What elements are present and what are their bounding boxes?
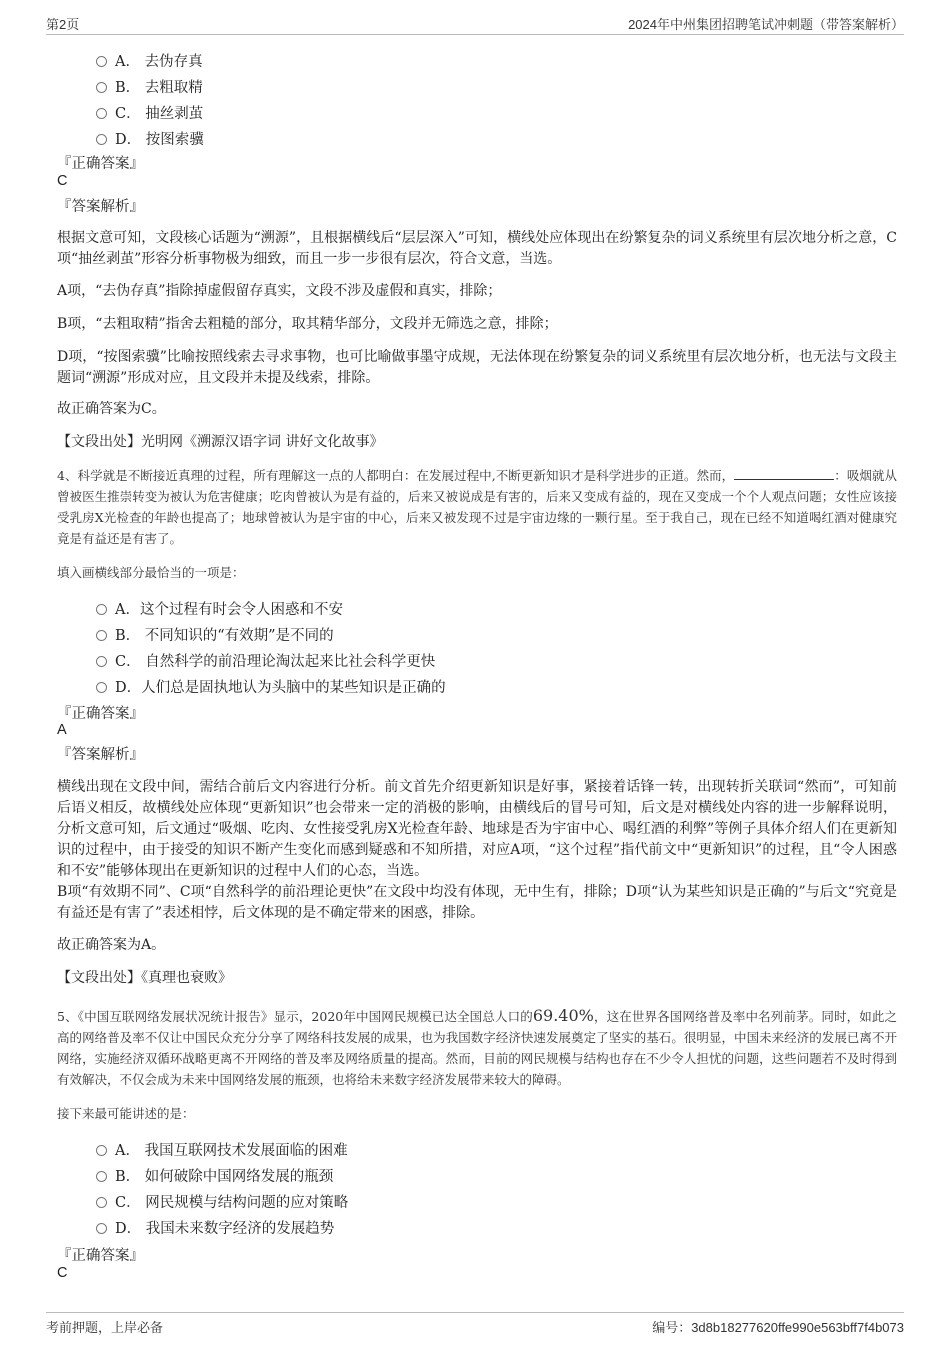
q4-source: 【文段出处】《真理也衰败》 (57, 970, 232, 986)
q5-option-d[interactable]: D． 我国未来数字经济的发展趋势 (96, 1217, 334, 1238)
fill-blank (734, 467, 834, 480)
q4-analysis-paragraph: 横线出现在文段中间，需结合前后文内容进行分析。前文首先介绍更新知识是好事，紧接着话锋一转，出现转折关联词“然而”，可知前后语义相反，故横线处应体现“更新知识”也会带来一定的消极的影响，由横线后的冒号可知，后文是对横线处内容的进一步解释说明，分析文意可知，后文通过“吸烟、吃肉、女性接受乳房X光检查年龄、地球是否为宇宙中心、喝红酒的利弊”等例子具体介绍人们在更新知识的过程中，由于接受的知识不断产生变化而感到疑惑和不知所措，对应A项，“这个过程”指代前文中“更新知识”的过程，且“令人困惑和不安”能够体现出在更新知识的过程中人们的心态，当选。 (57, 779, 897, 879)
q3-analysis-paragraph: A项，“去伪存真”指除掉虚假留存真实，文段不涉及虚假和真实，排除； (57, 283, 502, 299)
radio-icon[interactable] (96, 56, 107, 67)
radio-icon[interactable] (96, 656, 107, 667)
q4-option-b[interactable]: B． 不同知识的“有效期”是不同的 (96, 624, 334, 645)
q4-prompt: 填入画横线部分最恰当的一项是： (57, 565, 245, 580)
percentage: 69.40% (532, 1006, 594, 1025)
q3-analysis-paragraph: 根据文意可知，文段核心话题为“溯源”，且根据横线后“层层深入”可知，横线处应体现出在纷繁复杂的词义系统里有层次地分析之意，C项“抽丝剥茧”形容分析事物极为细致，而且一步一步很有层次，符合文意，当选。 (57, 230, 897, 267)
q4-analysis-label: 『答案解析』 (57, 747, 144, 763)
q5-option-b[interactable]: B． 如何破除中国网络发展的瓶颈 (96, 1165, 333, 1186)
q5-prompt: 接下来最可能讲述的是： (57, 1106, 195, 1121)
q4-answer-label: 『正确答案』 (57, 706, 144, 722)
q4-option-d[interactable]: D．人们总是固执地认为头脑中的某些知识是正确的 (96, 676, 446, 697)
radio-icon[interactable] (96, 1197, 107, 1208)
q5-option-c[interactable]: C． 网民规模与结构问题的应对策略 (96, 1191, 348, 1212)
radio-icon[interactable] (96, 1223, 107, 1234)
q5-answer: C (57, 1265, 68, 1281)
q3-answer-label: 『正确答案』 (57, 156, 144, 172)
radio-icon[interactable] (96, 1171, 107, 1182)
q4-option-c[interactable]: C． 自然科学的前沿理论淘汰起来比社会科学更快 (96, 650, 435, 671)
radio-icon[interactable] (96, 134, 107, 145)
q3-option-a[interactable]: A． 去伪存真 (96, 50, 203, 71)
q4-analysis-paragraph: B项“有效期不同”、C项“自然科学的前沿理论更快”在文段中均没有体现，无中生有，排除；D项“认为某些知识是正确的”与后文“究竟是有益还是有害了”表述相悖，后文体现的是不确定带来的困惑，排除。 (57, 884, 897, 921)
q4-analysis-paragraph: 故正确答案为A。 (57, 937, 166, 953)
page-number: 第2页 (46, 17, 80, 32)
radio-icon[interactable] (96, 82, 107, 93)
q3-analysis-label: 『答案解析』 (57, 199, 144, 215)
radio-icon[interactable] (96, 630, 107, 641)
q4-option-a[interactable]: A．这个过程有时会令人困惑和不安 (96, 598, 343, 619)
page-header (46, 12, 904, 35)
q3-option-b[interactable]: B． 去粗取精 (96, 76, 203, 97)
radio-icon[interactable] (96, 682, 107, 693)
q5-stem: 5、《中国互联网络发展状况统计报告》显示，2020年中国网民规模已达全国总人口的69.40%，这在世界各国网络普及率中名列前茅。同时，如此之高的网络普及率不仅让中国民众充分分享了网络科技发展的成果，也为我国数字经济快速发展奠定了坚实的基石。很明显，中国未来经济的发展已离不开网络，实施经济双循环战略更离不开网络的普及率及网络质量的提高。然而，目前的网民规模与结构也存在不少令人担忧的问题，这些问题若不及时得到有效解决，不仅会成为未来中国网络发展的瓶颈，也将给未来数字经济发展带来较大的障碍。 (57, 1006, 897, 1087)
q5-option-a[interactable]: A． 我国互联网技术发展面临的困难 (96, 1139, 348, 1160)
q3-option-d[interactable]: D． 按图索骥 (96, 128, 204, 149)
q3-analysis-paragraph: 故正确答案为C。 (57, 401, 166, 417)
radio-icon[interactable] (96, 1145, 107, 1156)
q3-analysis-paragraph: B项，“去粗取精”指舍去粗糙的部分，取其精华部分，文段并无筛选之意，排除； (57, 316, 558, 332)
q3-analysis-paragraph: D项，“按图索骥”比喻按照线索去寻求事物，也可比喻做事墨守成规，无法体现在纷繁复杂的词义系统里有层次地分析，也无法与文段主题词“溯源”形成对应，且文段并未提及线索，排除。 (57, 349, 897, 386)
q4-stem: 4、科学就是不断接近真理的过程，所有理解这一点的人都明白：在发展过程中,不断更新知识才是科学进步的正道。然而， ：吸烟就从曾被医生推崇转变为被认为危害健康；吃肉曾被认为是有益的，后来又被说成是有害的，后来又变成有益的，现在又变成一个个人观点问题；女性应该接受乳房X光检查的年龄也提高了；地球曾被认为是宇宙的中心，后来又被发现不过是宇宙边缘的一颗行星。至于我自己，现在已经不知道喝红酒对健康究竟是有益还是有害了。 (57, 468, 897, 546)
document-title: 2024年中州集团招聘笔试冲刺题（带答案解析） (628, 17, 904, 32)
q3-option-c[interactable]: C． 抽丝剥茧 (96, 102, 203, 123)
q3-answer: C (57, 173, 68, 189)
q4-answer: A (57, 722, 67, 738)
footer-slogan: 考前押题，上岸必备 (46, 1320, 164, 1335)
q5-answer-label: 『正确答案』 (57, 1248, 144, 1264)
q3-source: 【文段出处】光明网《溯源汉语字词 讲好文化故事》 (57, 434, 384, 450)
radio-icon[interactable] (96, 108, 107, 119)
page-footer (46, 1312, 904, 1335)
document-code: 编号：3d8b18277620ffe990e563bff7f4b073 (652, 1320, 904, 1335)
radio-icon[interactable] (96, 604, 107, 615)
